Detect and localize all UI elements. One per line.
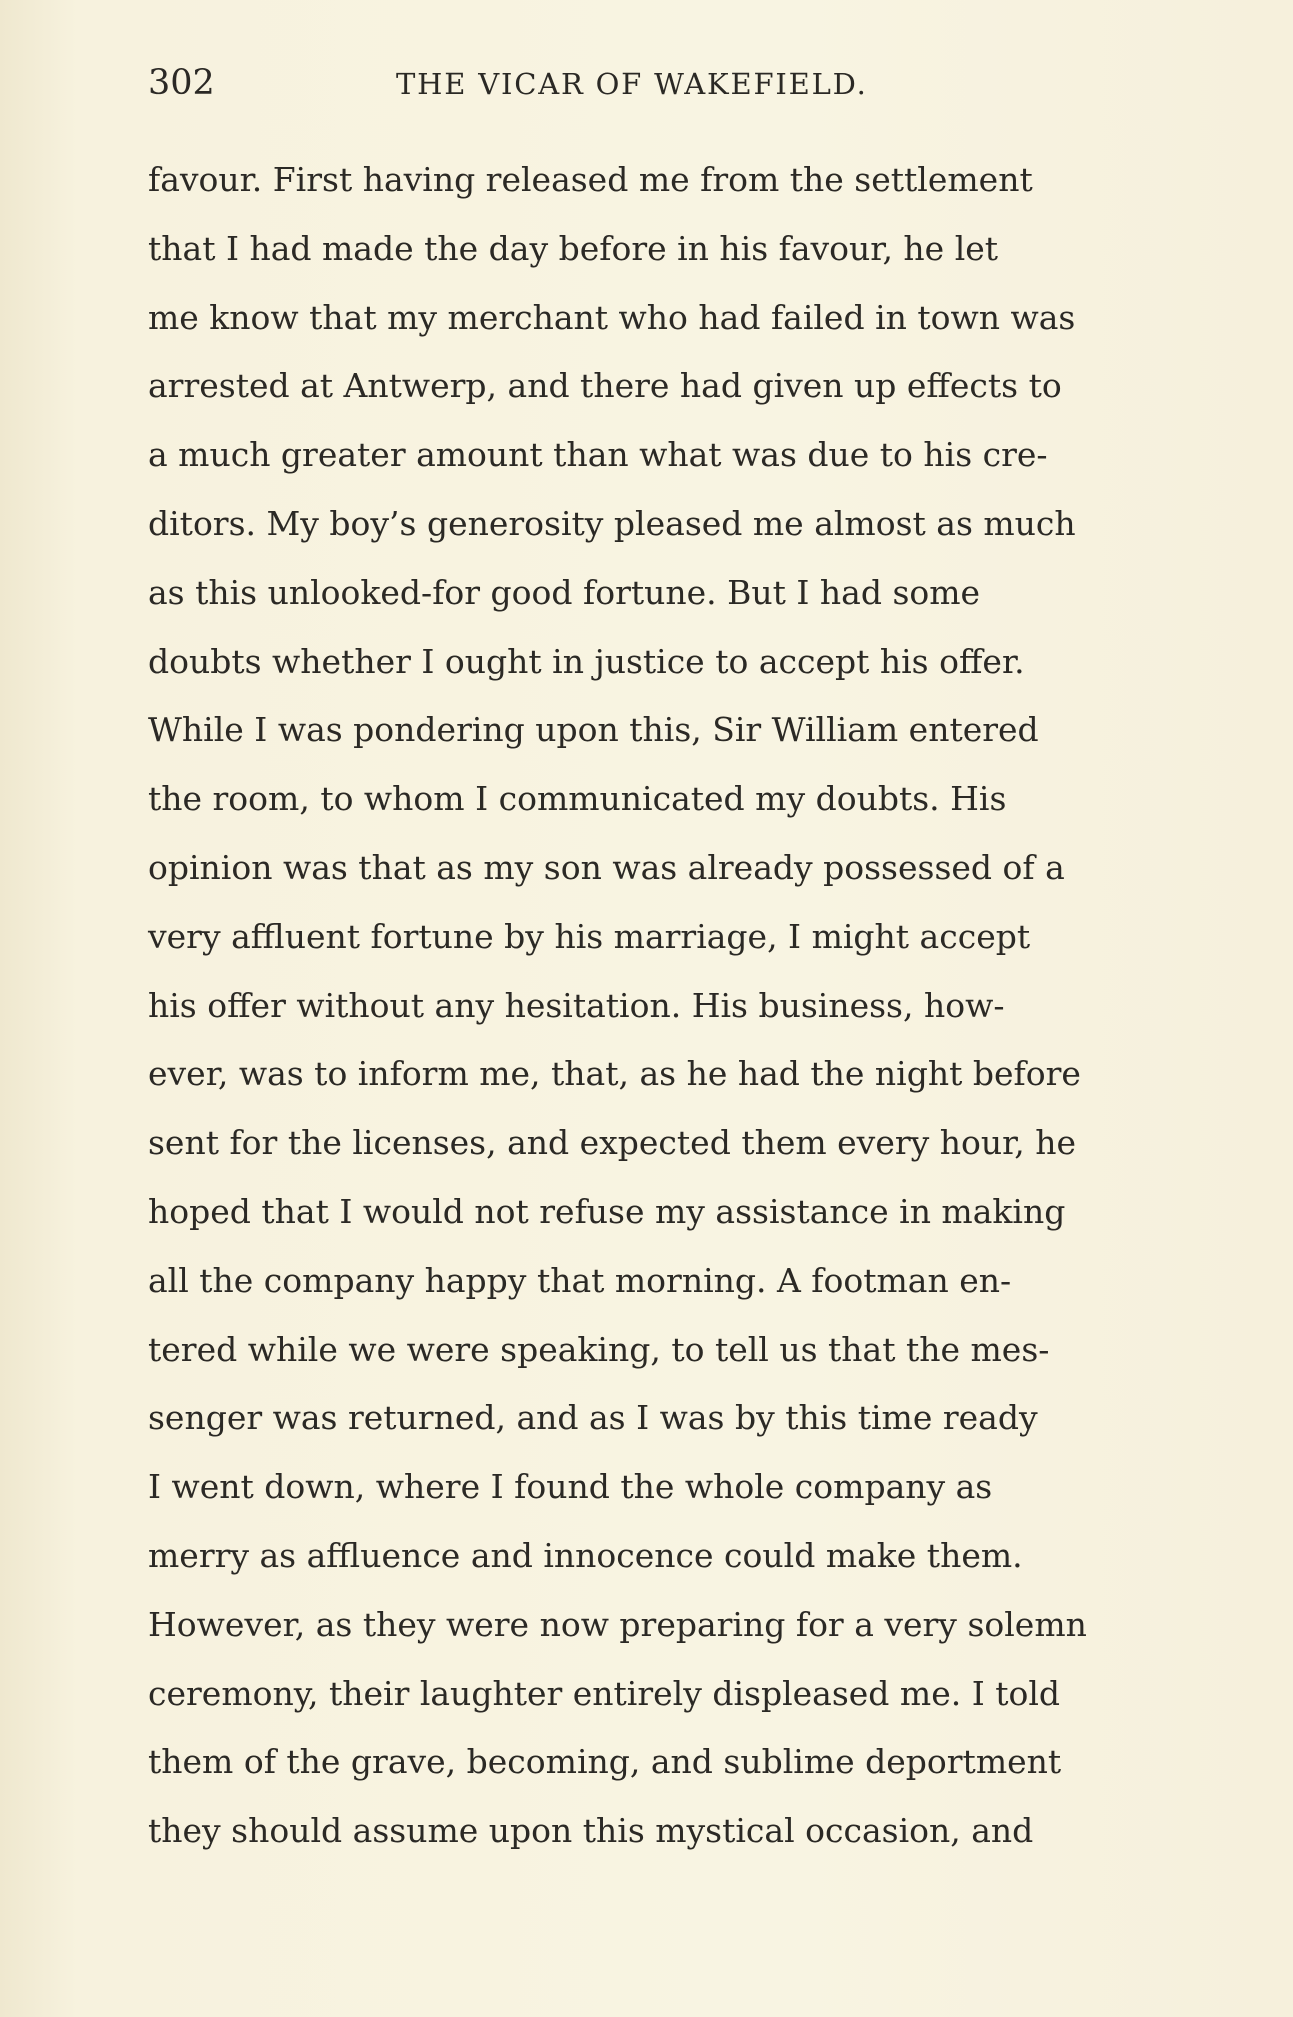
body-text [148, 146, 1198, 1866]
text-line: them of the grave, becoming, and sublime deportment [148, 1742, 1062, 1782]
text-line: as this unlooked-for good fortune. But I had some [148, 572, 981, 612]
text-line: merry as affluence and innocence could make them. [148, 1535, 1023, 1575]
text-line: ditors. My boy’s generosity pleased me almost as much [148, 503, 1076, 543]
page-header [148, 58, 1028, 108]
text-line: arrested at Antwerp, and there had given up effects to [148, 366, 1062, 406]
text-line: that I had made the day before in his favour, he let [148, 228, 999, 268]
text-line: his offer without any hesitation. His business, how- [148, 985, 1005, 1025]
text-line: opinion was that as my son was already possessed of a [148, 847, 1065, 887]
text-line: ever, was to inform me, that, as he had the night before [148, 1054, 1081, 1094]
text-line: all the company happy that morning. A footman en- [148, 1260, 1012, 1300]
text-line: the room, to whom I communicated my doubts. His [148, 779, 1007, 819]
text-line: me know that my merchant who had failed in town was [148, 297, 1076, 337]
running-title: THE VICAR OF WAKEFIELD. [396, 67, 868, 101]
text-line: tered while we were speaking, to tell us that the mes- [148, 1329, 1050, 1369]
text-line: very affluent fortune by his marriage, I might accept [148, 916, 1031, 956]
text-line: However, as they were now preparing for a very solemn [148, 1604, 1087, 1644]
text-line: hoped that I would not refuse my assistance in making [148, 1191, 1066, 1231]
text-line: senger was returned, and as I was by this time ready [148, 1398, 1038, 1438]
text-line: favour. First having released me from the settlement [148, 160, 1033, 199]
text-line: While I was pondering upon this, Sir William entered [148, 710, 1039, 750]
text-line: a much greater amount than what was due to his cre- [148, 435, 1048, 475]
text-line: sent for the licenses, and expected them every hour, he [148, 1123, 1077, 1163]
text-line: they should assume upon this mystical occasion, and [148, 1811, 1034, 1851]
text-line: doubts whether I ought in justice to accept his offer. [148, 641, 1025, 681]
text-line: I went down, where I found the whole company as [148, 1467, 993, 1507]
page-number: 302 [148, 63, 215, 103]
text-line: ceremony, their laughter entirely displeased me. I told [148, 1673, 1061, 1713]
